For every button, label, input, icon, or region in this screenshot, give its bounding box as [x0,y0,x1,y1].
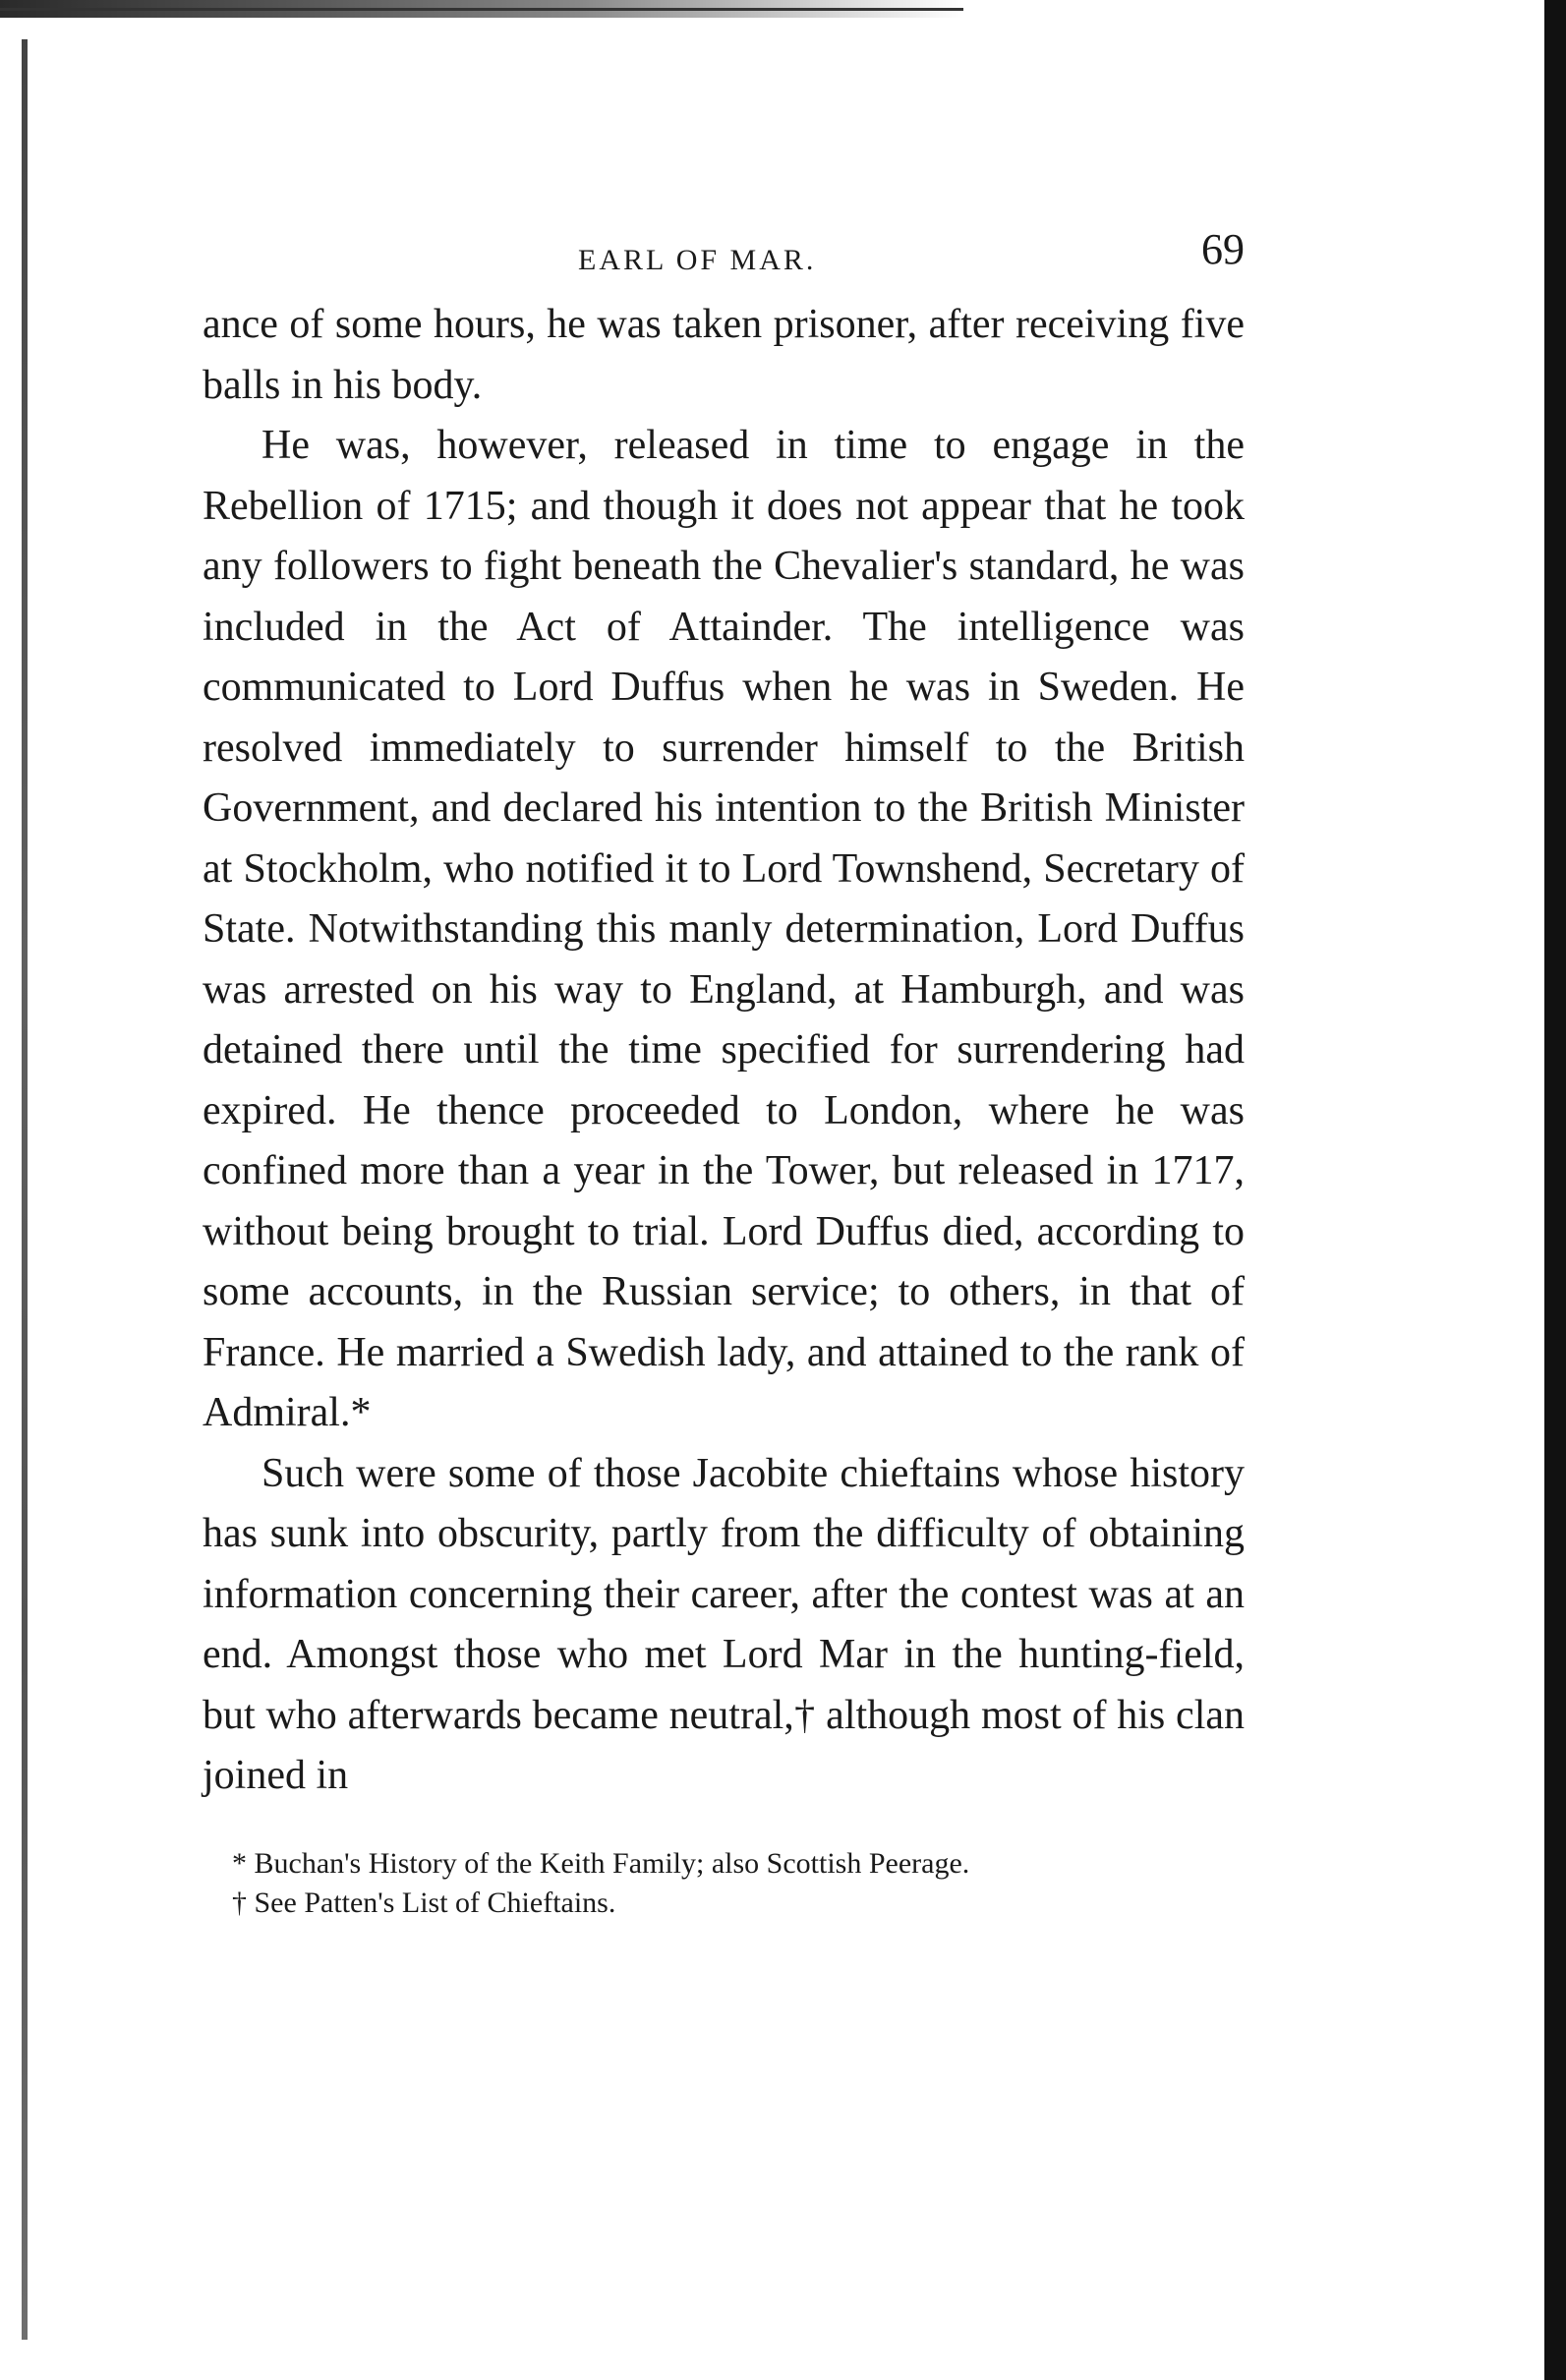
page-number: 69 [1201,225,1245,273]
running-head: EARL OF MAR. [578,244,817,276]
footnotes [203,1844,1245,1923]
page-header [203,216,1245,295]
footnote: † See Patten's List of Chieftains. [232,1886,616,1919]
footnote: * Buchan's History of the Keith Family; also Scottish Peerage. [232,1846,970,1880]
book-page [203,216,1245,1923]
scan-edge-top-line [0,8,963,11]
body-text [203,295,1245,1807]
scan-edge-left [22,39,28,2340]
paragraph: He was, however, released in time to engage in the Rebellion of 1715; and though it does not appear that he took any followers to fight beneath the Chevalier's standard, he was included in the Act of Attainder. The intelligence was communicated to Lord Duffus when he was in Sweden. He resolved immediately to surrender himself to the British Government, and declared his intention to the British Minister at Stockholm, who notified it to Lord Townshend, Secretary of State. Notwithstanding this manly determination, Lord Duffus was arrested on his way to England, at Hamburgh, and was detained there until the time specified for surrendering had expired. He thence proceeded to London, where he was confined more than a year in the Tower, but released in 1717, without being brought to trial. Lord Duffus died, according to some accounts, in the Russian service; to others, in that of France. He married a Swedish lady, and attained to the rank of Admiral.* [203,423,1245,1435]
scan-edge-right [1544,0,1566,2380]
paragraph: Such were some of those Jacobite chieftains whose history has sunk into obscurity, partly from the difficulty of obtaining information concerning their career, after the contest was at an end. Amongst those who met Lord Mar in the hunting-field, but who afterwards became neutral,† although most of his clan joined in [203,1450,1245,1798]
paragraph-continuation: ance of some hours, he was taken prisoner, after receiving five balls in his body. [203,302,1245,408]
